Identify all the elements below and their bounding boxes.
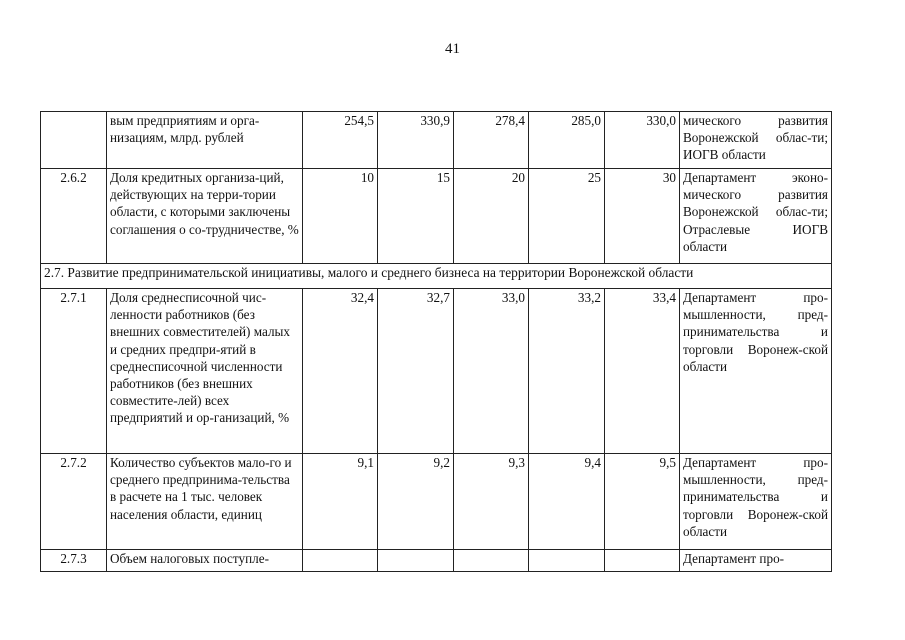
indicator-description: Доля среднесписочной чис-ленности работников (без внешних совместителей) малых и средних предпри-ятий в среднесписочной численности работников (без внешних совместите-лей) всех предприятий и ор-ганизаций, %	[107, 289, 303, 454]
table-row	[41, 169, 832, 264]
row-number: 2.7.1	[41, 289, 107, 454]
value-cell: 10	[303, 169, 378, 264]
indicators-table	[40, 111, 832, 572]
indicator-description: вым предприятиям и орга- низациям, млрд. рублей	[107, 112, 303, 169]
value-cell	[378, 550, 454, 572]
value-cell	[454, 550, 529, 572]
value-cell: 285,0	[529, 112, 605, 169]
row-number: 2.6.2	[41, 169, 107, 264]
responsible-body: Департамент эконо-мического развития Воронежской облас-ти; Отраслевые ИОГВ области	[680, 169, 832, 264]
value-cell: 32,4	[303, 289, 378, 454]
value-cell: 330,9	[378, 112, 454, 169]
value-cell	[605, 550, 680, 572]
value-cell: 9,1	[303, 454, 378, 550]
row-number: 2.7.2	[41, 454, 107, 550]
row-number	[41, 112, 107, 169]
value-cell: 9,2	[378, 454, 454, 550]
value-cell: 278,4	[454, 112, 529, 169]
value-cell: 33,2	[529, 289, 605, 454]
value-cell: 9,4	[529, 454, 605, 550]
value-cell: 25	[529, 169, 605, 264]
value-cell: 33,0	[454, 289, 529, 454]
value-cell: 254,5	[303, 112, 378, 169]
value-cell: 330,0	[605, 112, 680, 169]
responsible-body: мического развития Воронежской облас-ти; ИОГВ области	[680, 112, 832, 169]
table-row	[41, 112, 832, 169]
row-number: 2.7.3	[41, 550, 107, 572]
responsible-body: Департамент про-мышленности, пред-принимательства и торговли Воронеж-ской области	[680, 454, 832, 550]
responsible-body: Департамент про-мышленности, пред-принимательства и торговли Воронеж-ской области	[680, 289, 832, 454]
value-cell: 32,7	[378, 289, 454, 454]
indicator-description: Объем налоговых поступле-	[107, 550, 303, 572]
value-cell: 20	[454, 169, 529, 264]
value-cell: 9,3	[454, 454, 529, 550]
value-cell: 33,4	[605, 289, 680, 454]
value-cell: 15	[378, 169, 454, 264]
indicator-description: Количество субъектов мало-го и среднего предпринима-тельства в расчете на 1 тыс. человек населения области, единиц	[107, 454, 303, 550]
indicator-description: Доля кредитных организа-ций, действующих на терри-тории области, с которыми заключены соглашения о со-трудничестве, %	[107, 169, 303, 264]
value-cell	[529, 550, 605, 572]
table-row	[41, 289, 832, 454]
value-cell	[303, 550, 378, 572]
value-cell: 30	[605, 169, 680, 264]
value-cell: 9,5	[605, 454, 680, 550]
section-title: 2.7. Развитие предпринимательской инициативы, малого и среднего бизнеса на территории Воронежской области	[41, 264, 832, 289]
page-number: 41	[445, 41, 460, 57]
section-header-row	[41, 264, 832, 289]
table-row	[41, 454, 832, 550]
responsible-body: Департамент про-	[680, 550, 832, 572]
table-row	[41, 550, 832, 572]
